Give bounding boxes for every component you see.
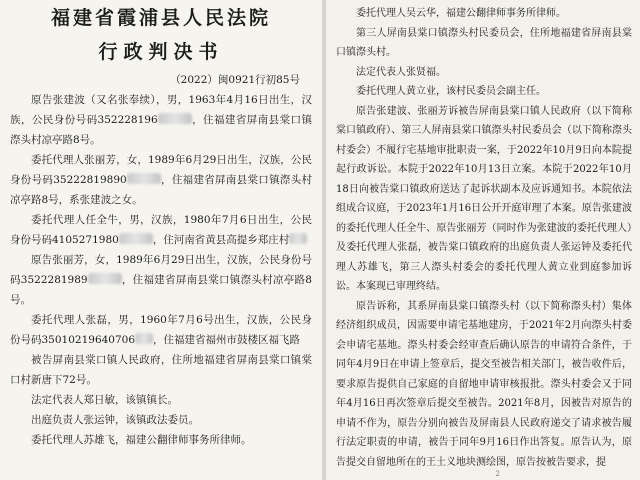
- agent-3-paragraph: 委托代理人张磊，男，1960年7月6号出生，汉族，公民身份号码35010219640706 ，住福建省福州市鼓楼区福飞路: [10, 314, 312, 346]
- page-number: 2: [495, 470, 500, 478]
- case-procedure-paragraph: 原告张建波、张丽芳诉被告屏南县棠口镇人民政府（以下简称棠口镇政府）、第三人屏南县棠口镇漈头村民委员会（以下简称漈头村委会）不履行宅基地审批职责一案，于2022年10月9日向本院提起行政诉讼。本院于2022年10月13日立案。本院于2022年10月18日向被告棠口镇政府送达了起诉状副本及应诉通知书。本院依法组成合议庭，于2023年1月16日公开开庭审理了本案。原告张建波的委托代理人任全牛、原告张丽芳（同时作为张建波的委托代理人）及委托代理人张磊，被告棠口镇政府的出庭负责人张运钟及委托代理人苏雄飞，第三人漈头村委会的委托代理人黄立业到庭参加诉讼。本案现已审理终结。: [336, 105, 632, 292]
- redaction-mark: [127, 173, 161, 184]
- plaintiff-claim-paragraph: 原告诉称，其系屏南县棠口镇漈头村（以下简称漈头村）集体经济组织成员，因需要申请宅基地建房，于2021年2月向漈头村委会申请宅基地。漈头村委会经审查后确认原告的申请符合条件，于同年4月9日在申请上签章后，提交至被告相关部门，被告收件后，要求原告提供自己家庭的自留地申请审核报批。漈头村委会又于同年4月16日再次签章后提交至被告。2021年8月，因被告对原告的申请不作为，原告分别向被告及屏南县人民政府递交了请求被告履行法定职责的申请，被告于同年9月16日作出答复。原告认为，原告提交自留地所在的王土义地块测绘图，原告按被告要求，提: [336, 300, 632, 468]
- redaction-mark: [289, 233, 307, 244]
- defendant-paragraph: 被告屏南县棠口镇人民政府，住所地福建省屏南县棠口镇棠口村新唐下72号。: [10, 354, 312, 386]
- third-party-representative-paragraph: 法定代表人张贤福。: [356, 66, 446, 78]
- case-number: （2022）闽0921行初85号: [170, 74, 300, 86]
- agent-2-paragraph: 委托代理人任全牛，男，汉族，1980年7月6日出生，公民身份号码4105271980 ，住河南省黄县高提乡郑庄村: [10, 214, 312, 246]
- redaction-mark: [88, 273, 122, 284]
- right-page: [326, 0, 640, 480]
- third-party-agent-paragraph: 委托代理人黄立业，该村民委员会副主任。: [356, 86, 546, 97]
- redaction-mark: [135, 333, 153, 344]
- defendant-agent-paragraph: 委托代理人苏雄飞，福建公翻律师事务所律师。: [31, 434, 252, 446]
- legal-representative-paragraph: 法定代表人郑日敏，该镇镇长。: [31, 394, 178, 406]
- document-type-title: 行政判决书: [98, 41, 224, 63]
- defendant-agent-2-paragraph: 委托代理人吴云华，福建公翻律师事务所律师。: [356, 8, 566, 19]
- third-party-paragraph: 第三人屏南县棠口镇漈头村民委员会，住所地福建省屏南县棠口镇漈头村。: [336, 27, 632, 58]
- plaintiff-2-paragraph: 原告张丽芳，女，1989年6月29日出生，汉族，公民身份号码3522281989 ，住福建省屏南县棠口镇漈头村凉亭路8号。: [10, 254, 312, 306]
- court-attendee-paragraph: 出庭负责人张运钟，该镇政法委员。: [31, 414, 199, 426]
- redaction-mark: [119, 233, 153, 244]
- redaction-mark: [158, 113, 192, 124]
- court-name-title: 福建省霞浦县人民法院: [50, 7, 271, 29]
- agent-1-paragraph: 委托代理人张丽芳，女，1989年6月29日出生，汉族，公民身份号码35222819890 ，住福建省屏南县棠口镇漈头村凉亭路8号，系张建波之女。: [10, 154, 312, 206]
- plaintiff-1-paragraph: 原告张建波（又名张奉续），男，1963年4月16日出生，汉族，公民身份号码352228196 ，住福建省屏南县棠口镇漈头村凉亭路8号。: [10, 94, 313, 146]
